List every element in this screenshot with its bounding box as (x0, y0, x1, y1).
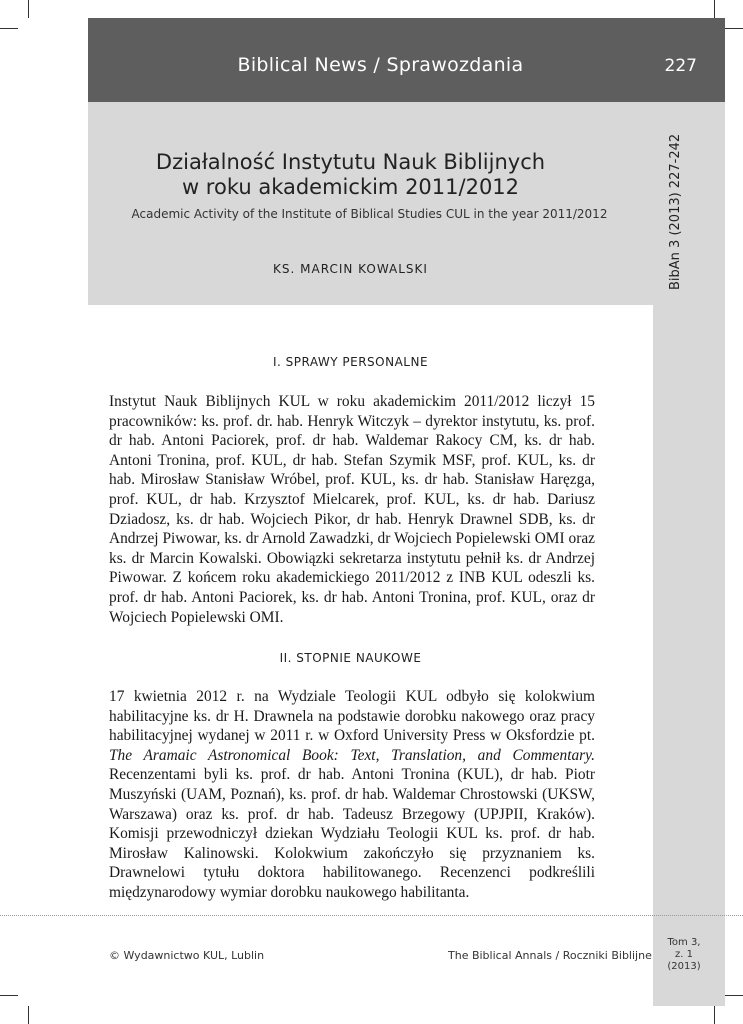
side-citation: BibAn 3 (2013) 227-242 (668, 133, 683, 290)
crop-mark (725, 995, 743, 996)
section-heading-degrees: II. STOPNIE NAUKOWE (279, 651, 422, 665)
crop-mark (725, 28, 743, 29)
running-header (88, 18, 725, 102)
paragraph-text: Recenzentami byli ks. prof. dr hab. Antoni Tronina (KUL), dr hab. Piotr Muszyński (UAM, Poznań), ks. prof. dr hab. Waldemar Chrostowski (UKSW, Warszawa) oraz ks. prof. dr hab. Tadeusz Brzegowy (UPJPII, Kraków). Komisji przewodniczył dziekan Wydziału Teologii KUL ks. prof. dr hab. Mirosław Kalinowski. Kolokwium zakończyło się przyznaniem ks. Drawnelowi tytułu doktora habilitowanego. Recenzenci podkreślili międzynarodowy wymiar dorobku naukowego habilitanta. (109, 766, 595, 901)
crop-mark (714, 1006, 715, 1024)
article-subtitle: Academic Activity of the Institute of Biblical Studies CUL in the year 2011/2012 (131, 207, 608, 221)
footer-divider (0, 915, 743, 916)
volume-info (655, 937, 713, 973)
section-heading-personnel: I. SPRAWY PERSONALNE (272, 355, 429, 369)
book-title: The Aramaic Astronomical Book: Text, Translation, and Commentary. (109, 746, 595, 764)
crop-mark (0, 995, 18, 996)
paragraph-text: 17 kwietnia 2012 r. na Wydziale Teologii KUL odbyło się kolokwium habilitacyjne ks. dr H. Drawnela na podstawie dorobku nakowego oraz pracy habilitacyjnej wydanej w 2011 r. w Oxford University Press w Oksfordzie pt. (109, 688, 595, 745)
article-title-line2: w roku akademickim 2011/2012 (181, 175, 520, 199)
footer-journal: The Biblical Annals / Roczniki Biblijne (448, 949, 652, 962)
issue-line: z. 1 (675, 949, 693, 960)
page-number: 227 (664, 56, 697, 76)
article-title-line1: Działalność Instytutu Nauk Biblijnych (155, 150, 546, 174)
crop-mark (28, 0, 29, 18)
section-paragraph-personnel: Instytut Nauk Biblijnych KUL w roku akademickim 2011/2012 liczył 15 pracowników: ks. prof. dr. hab. Henryk Witczyk – dyrektor instytutu, ks. prof. dr hab. Antoni Paciorek, prof. dr hab. Waldemar Rakocy CM, ks. dr hab. Antoni Tronina, prof. KUL, dr hab. Stefan Szymik MSF, prof. KUL, ks. dr hab. Mirosław Stanisław Wróbel, prof. KUL, ks. dr hab. Stanisław Haręzga, prof. KUL, dr hab. Krzysztof Mielcarek, prof. KUL, ks. dr hab. Dariusz Dziadosz, ks. dr hab. Wojciech Pikor, dr hab. Henryk Drawnel SDB, ks. dr Andrzej Piwowar, ks. dr Arnold Zawadzki, dr Wojciech Popielewski OMI oraz ks. dr Marcin Kowalski. Obowiązki sekretarza instytutu pełnił ks. dr Andrzej Piwowar. Z końcem roku akademickiego 2011/2012 z INB KUL odeszli ks. prof. dr hab. Antoni Paciorek, ks. dr hab. Antoni Tronina, prof. KUL, oraz dr Wojciech Popielewski OMI. (109, 393, 595, 626)
crop-mark (714, 0, 715, 18)
footer-publisher: © Wydawnictwo KUL, Lublin (109, 949, 265, 962)
side-margin-band (653, 305, 725, 1006)
section-paragraph-degrees (109, 687, 595, 903)
article-title (88, 150, 613, 200)
running-header-title: Biblical News / Sprawozdania (237, 54, 524, 76)
year-line: (2013) (667, 961, 701, 972)
crop-mark (28, 1006, 29, 1024)
article-author: KS. MARCIN KOWALSKI (273, 262, 428, 276)
volume-line: Tom 3, (667, 937, 701, 948)
crop-mark (0, 28, 18, 29)
